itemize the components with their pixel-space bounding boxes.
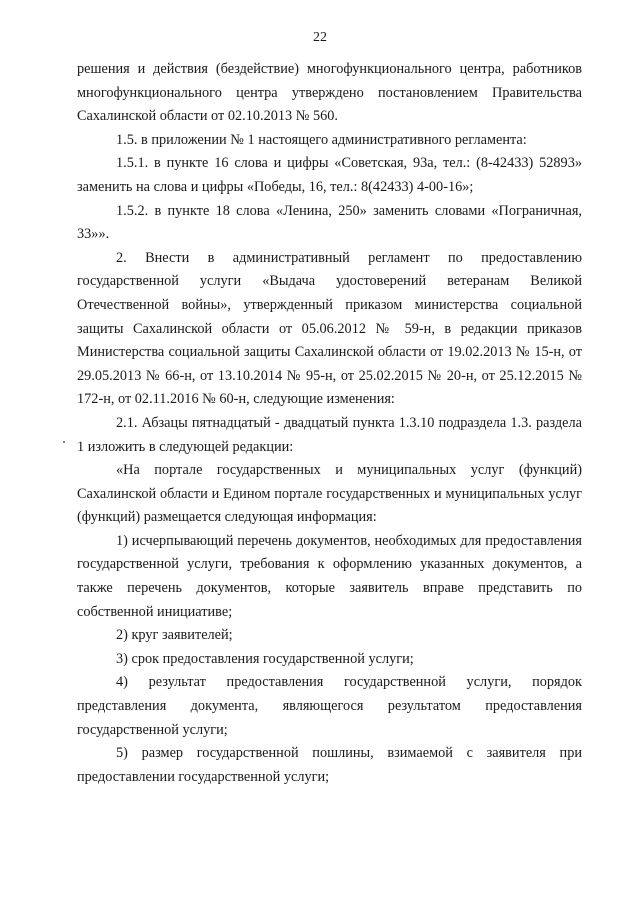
list-item-1: 1) исчерпывающий перечень документов, необходимых для предоставления государственной услуги, требования к оформлению указанных документов, а также перечень документов, которые заявитель вправе представить по собственной инициативе; <box>77 532 582 620</box>
document-body <box>77 58 582 789</box>
scan-margin-mark <box>63 441 65 443</box>
paragraph-2-1: 2.1. Абзацы пятнадцатый - двадцатый пункта 1.3.10 подраздела 1.3. раздела 1 изложить в следующей редакции: <box>77 414 582 455</box>
list-item-3: 3) срок предоставления государственной услуги; <box>116 650 414 667</box>
paragraph-quote-intro: «На портале государственных и муниципальных услуг (функций) Сахалинской области и Едином портале государственных и муниципальных услуг (функций) размещается следующая информация: <box>77 462 582 526</box>
page-number: 22 <box>313 30 327 45</box>
paragraph-2: 2. Внести в административный регламент по предоставлению государственной услуги «Выдача удостоверений ветеранам Великой Отечественной войны», утвержденный приказом министерства социальной защиты Сахалинской области от 05.06.2012 № 59-н, в редакции приказов Министерства социальной защиты Сахалинской области от 19.02.2013 № 15-н, от 29.05.2013 № 66-н, от 13.10.2014 № 95-н, от 25.02.2015 № 20-н, от 25.12.2015 № 172-н, от 02.11.2016 № 60-н, следующие изменения: <box>77 249 582 408</box>
paragraph-continuation: решения и действия (бездействие) многофункционального центра, работников многофункционального центра утверждено постановлением Правительства Сахалинской области от 02.10.2013 № 560. <box>77 61 582 125</box>
paragraph-1-5: 1.5. в приложении № 1 настоящего административного регламента: <box>116 131 527 148</box>
list-item-2: 2) круг заявителей; <box>116 627 233 644</box>
paragraph-1-5-2: 1.5.2. в пункте 18 слова «Ленина, 250» заменить словами «Пограничная, 33»». <box>77 202 582 243</box>
list-item-4: 4) результат предоставления государственной услуги, порядок представления документа, являющегося результатом предоставления государственной услуги; <box>77 674 582 738</box>
paragraph-1-5-1: 1.5.1. в пункте 16 слова и цифры «Советская, 93а, тел.: (8-42433) 52893» заменить на слова и цифры «Победы, 16, тел.: 8(42433) 4-00-16»; <box>77 155 582 195</box>
list-item-5: 5) размер государственной пошлины, взимаемой с заявителя при предоставлении государственной услуги; <box>77 745 582 785</box>
